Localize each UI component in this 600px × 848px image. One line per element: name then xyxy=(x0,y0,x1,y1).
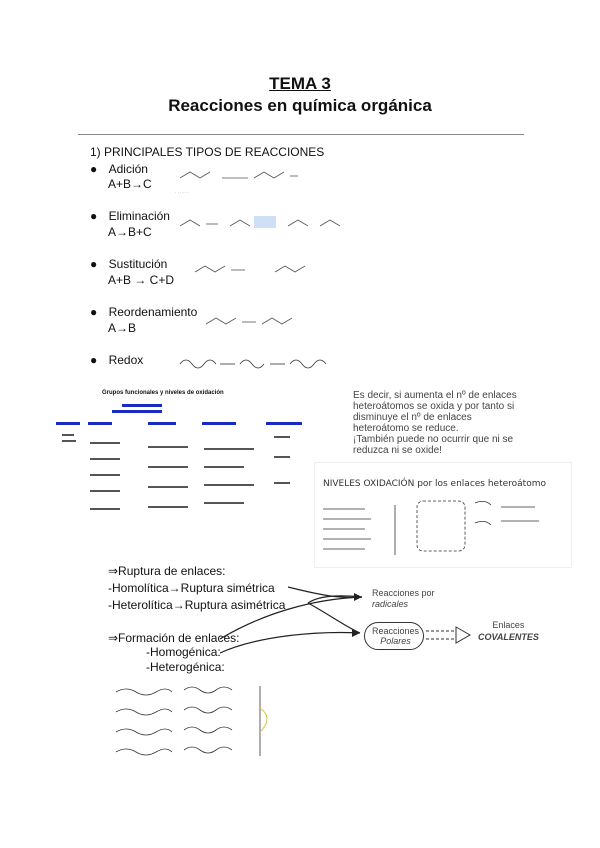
list-item-sustitucion xyxy=(90,257,167,271)
label-line: radicales xyxy=(372,599,409,609)
sustitucion-scheme-image xyxy=(185,254,325,294)
reaction-equation: A→B+C xyxy=(108,225,152,239)
reacciones-polares-label xyxy=(372,626,419,646)
functional-groups-table-image xyxy=(52,386,310,526)
ruptura-heading: ⇒Ruptura de enlaces: xyxy=(108,564,226,578)
note-line: Es decir, si aumenta el nº de enlaces xyxy=(353,390,517,401)
redox-scheme-image xyxy=(175,352,335,382)
divider xyxy=(78,134,524,135)
reaction-name: Redox xyxy=(108,353,144,367)
section-heading: 1) PRINCIPALES TIPOS DE REACCIONES xyxy=(90,145,325,159)
list-item-eliminacion xyxy=(90,209,170,223)
formacion-heading: ⇒Formación de enlaces: xyxy=(108,631,240,645)
bullet-icon: ● xyxy=(90,257,98,271)
bullet-icon: ● xyxy=(90,305,98,319)
note-line: heteroátomos se oxida y por tanto si xyxy=(353,401,515,412)
oxidation-note xyxy=(353,390,517,456)
table-title: Grupos funcionales y niveles de oxidación xyxy=(102,390,224,396)
dashed-arrow-icon xyxy=(424,626,472,644)
eliminacion-scheme-image xyxy=(170,206,355,246)
note-line: heteroátomo se reduce. xyxy=(353,423,459,434)
list-item-adicion xyxy=(90,162,148,176)
list-item-reordenamiento xyxy=(90,305,197,319)
enlaces-covalentes-label xyxy=(478,619,539,643)
handwritten-formation-image xyxy=(110,678,298,760)
bullet-icon: ● xyxy=(90,209,98,223)
reacciones-radicales-label xyxy=(372,588,435,610)
note-line: reduzca ni se oxide! xyxy=(353,445,442,456)
bond-arrows-diagram xyxy=(220,575,380,675)
svg-text:· · · · · ·: · · · · · · xyxy=(175,190,189,195)
note-line: disminuye el nº de enlaces xyxy=(353,412,472,423)
handwritten-oxidation-levels-image xyxy=(314,462,572,568)
list-item-redox xyxy=(90,353,143,367)
reaction-equation: A+B→C xyxy=(108,177,152,191)
ruptura-homolitica: -Homolítica→Ruptura simétrica xyxy=(108,581,275,595)
adicion-scheme-image xyxy=(170,158,310,198)
bullet-icon: ● xyxy=(90,353,98,367)
label-line: COVALENTES xyxy=(478,632,539,642)
reaction-equation: A→B xyxy=(108,321,137,335)
page-subtitle: Reacciones en química orgánica xyxy=(168,96,432,115)
reaction-name: Sustitución xyxy=(108,257,168,271)
formacion-heterogenica: -Heterogénica: xyxy=(146,660,225,674)
label-line: Polares xyxy=(380,636,411,646)
page-title: TEMA 3 xyxy=(269,74,331,93)
reaction-equation: A+B → C+D xyxy=(108,273,175,287)
formacion-homogenica: -Homogénica: xyxy=(146,645,221,659)
reaction-name: Reordenamiento xyxy=(108,305,198,319)
note-line: ¡También puede no ocurrir que ni se xyxy=(353,434,514,445)
reaction-name: Eliminación xyxy=(108,209,170,223)
label-line: Reacciones xyxy=(372,626,420,636)
reordenamiento-scheme-image xyxy=(200,306,310,346)
label-line: Enlaces xyxy=(492,620,525,630)
handwritten-title: NIVELES OXIDACIÓN por los enlaces heteroátomo xyxy=(323,479,546,489)
reaction-name: Adición xyxy=(108,162,148,176)
label-line: Reacciones por xyxy=(372,588,435,598)
bullet-icon: ● xyxy=(90,162,98,176)
ruptura-heterolitica: -Heterolítica→Ruptura asimétrica xyxy=(108,598,286,612)
